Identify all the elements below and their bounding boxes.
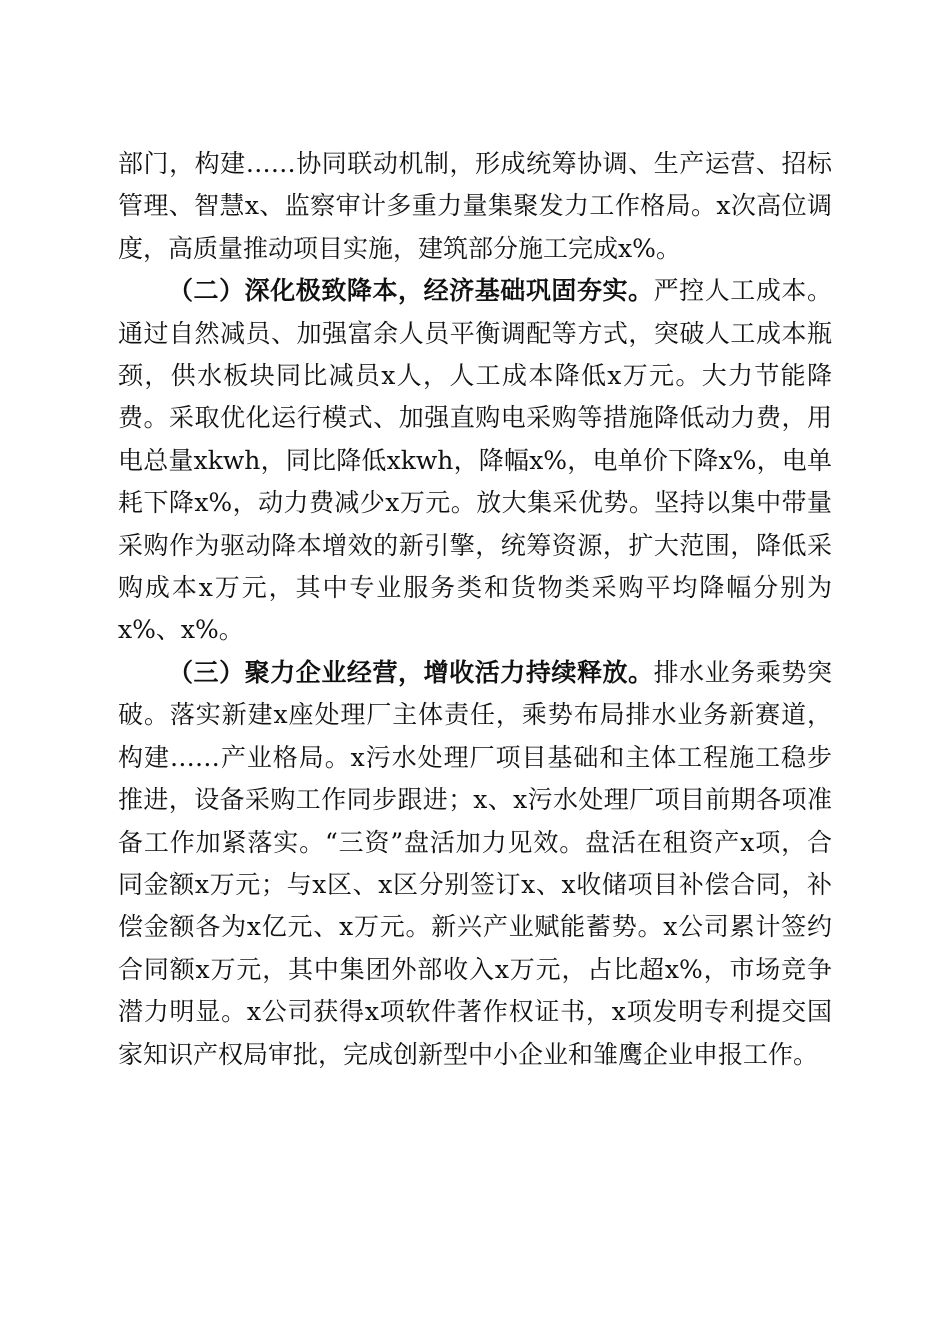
paragraph-continuation — [118, 143, 832, 270]
paragraph-cost-reduction — [118, 270, 832, 652]
paragraph-3-text: 排水业务乘势突破。落实新建x座处理厂主体责任，乘势布局排水业务新赛道，构建……产业格局。x污水处理厂项目基础和主体工程施工稳步推进，设备采购工作同步跟进；x、x污水处理厂项目前期各项准备工作加紧落实。“三资”盘活加力见效。盘活在租资产x项，合同金额x万元；与x区、x区分别签订x、x收储项目补偿合同，补偿金额各为x亿元、x万元。新兴产业赋能蓄势。x公司累计签约合同额x万元，其中集团外部收入x万元，占比超x%，市场竞争潜力明显。x公司获得x项软件著作权证书，x项发明专利提交国家知识产权局审批，完成创新型中小企业和雏鹰企业申报工作。 — [118, 657, 832, 1069]
document-body — [118, 143, 832, 1076]
paragraph-1-text: 部门，构建……协同联动机制，形成统筹协调、生产运营、招标管理、智慧x、监察审计多重力量集聚发力工作格局。x次高位调度，高质量推动项目实施，建筑部分施工完成x%。 — [118, 149, 832, 263]
paragraph-2-heading: （二）深化极致降本，经济基础巩固夯实。 — [168, 276, 654, 306]
paragraph-3-heading: （三）聚力企业经营，增收活力持续释放。 — [168, 657, 654, 687]
paragraph-enterprise-operation — [118, 652, 832, 1076]
paragraph-2-text: 严控人工成本。通过自然减员、加强富余人员平衡调配等方式，突破人工成本瓶颈，供水板块同比减员x人，人工成本降低x万元。大力节能降费。采取优化运行模式、加强直购电采购等措施降低动力费，用电总量xkwh，同比降低xkwh，降幅x%，电单价下降x%，电单耗下降x%，动力费减少x万元。放大集采优势。坚持以集中带量采购作为驱动降本增效的新引擎，统筹资源，扩大范围，降低采购成本x万元，其中专业服务类和货物类采购平均降幅分别为x%、x%。 — [118, 276, 832, 645]
